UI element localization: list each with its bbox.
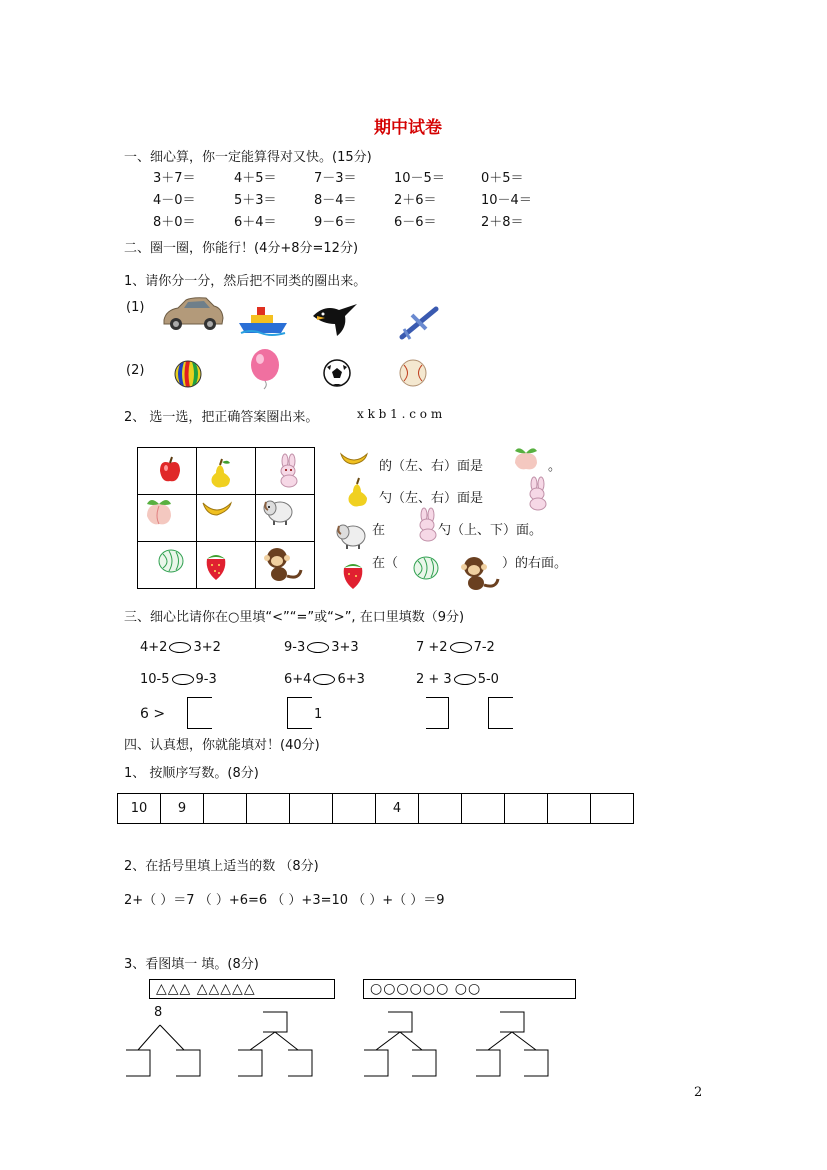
comparison-left: 10-5: [140, 672, 170, 687]
section3-heading: 三、细心比请你在○里填“<”“=”或“>”, 在口里填数（9分): [124, 610, 465, 625]
section4-q2: 2、在括号里填上适当的数 （8分): [124, 859, 319, 874]
comparison-left: 4+2: [140, 640, 168, 655]
section4-heading: 四、认真想，你就能填对！(40分): [124, 738, 320, 753]
row1-label: (1): [126, 300, 145, 315]
comparison-right: 3+3: [331, 640, 359, 655]
sequence-cell[interactable]: [290, 794, 333, 823]
comparison-left: 9-3: [284, 640, 306, 655]
sequence-cell[interactable]: [333, 794, 376, 823]
comparison: [140, 640, 221, 655]
soccer-ball-icon: [323, 359, 351, 387]
banana-icon: [339, 450, 369, 468]
watermark-text: x k b 1 . c o m: [357, 407, 443, 421]
equation: 0＋5＝: [481, 171, 524, 186]
triangle-box: △△△ △△△△△: [149, 979, 335, 999]
swallow-icon: [311, 302, 359, 338]
equation: 7－3＝: [314, 171, 357, 186]
sequence-cell: 10: [118, 794, 161, 823]
compare-oval[interactable]: [172, 674, 194, 685]
equation: 10－4＝: [481, 193, 532, 208]
compare-oval[interactable]: [169, 642, 191, 653]
equation: 9－6＝: [314, 215, 357, 230]
equation: 5＋3＝: [234, 193, 277, 208]
comparison: [416, 640, 495, 655]
peach-icon: [143, 496, 175, 528]
balloon-icon: [250, 349, 282, 389]
equation: 6＋4＝: [234, 215, 277, 230]
compare-1: 1: [314, 707, 323, 722]
monkey-icon: [460, 555, 500, 591]
equation: 6－6＝: [394, 215, 437, 230]
page-title: 期中试卷: [374, 118, 442, 138]
comparison-right: 5-0: [477, 672, 499, 687]
compare-oval[interactable]: [450, 642, 472, 653]
compare-6-gt: 6 >: [140, 706, 166, 722]
line1-text: 的（左、右）面是: [379, 459, 484, 474]
ship-icon: [237, 303, 289, 335]
peach-icon: [511, 445, 541, 471]
equation: 4＋5＝: [234, 171, 277, 186]
equation: 4－0＝: [153, 193, 196, 208]
sequence-cell[interactable]: [505, 794, 548, 823]
comparison: [284, 640, 359, 655]
watermelon-icon: [157, 548, 185, 574]
sequence-cell: 9: [161, 794, 204, 823]
comparison-right: 7-2: [473, 640, 495, 655]
section2-q2: 2、 选一选，把正确答案圈出来。: [124, 410, 319, 425]
sheep-icon: [335, 518, 367, 552]
sequence-cell: 4: [376, 794, 419, 823]
sequence-cell[interactable]: [247, 794, 290, 823]
comparison: [416, 672, 499, 687]
comparison-right: 3+2: [193, 640, 221, 655]
equation: 10－5＝: [394, 171, 445, 186]
monkey-icon: [263, 546, 303, 582]
compare-oval[interactable]: [307, 642, 329, 653]
equation: 8＋0＝: [153, 215, 196, 230]
sheep-icon: [262, 494, 294, 526]
equation: 8－4＝: [314, 193, 357, 208]
compare-oval[interactable]: [454, 674, 476, 685]
answer-box[interactable]: [187, 697, 212, 729]
number-sequence-row: [117, 793, 634, 824]
comparison-right: 9-3: [195, 672, 217, 687]
line3-text: 在: [372, 523, 386, 538]
sequence-cell[interactable]: [419, 794, 462, 823]
comparison: [140, 672, 217, 687]
line1-end: 。: [548, 459, 562, 474]
airplane-icon: [398, 305, 440, 341]
line3-end: 勺（上、下）面。: [438, 523, 543, 538]
fill-brackets-line: 2+（ ）＝7 （ ）+6=6 （ ）+3=10 （ ）+（ ）＝9: [124, 893, 445, 908]
line4-text: 在（: [372, 556, 399, 571]
pear-icon: [345, 478, 369, 508]
section4-q3: 3、看图填一 填。(8分): [124, 957, 259, 972]
striped-ball-icon: [174, 360, 202, 388]
answer-box[interactable]: [287, 697, 312, 729]
number-split-trees: [120, 1010, 600, 1080]
equation: 3＋7＝: [153, 171, 196, 186]
equation: 2＋8＝: [481, 215, 524, 230]
equation: 2＋6＝: [394, 193, 437, 208]
pear-icon: [206, 459, 234, 489]
section2-q1: 1、请你分一分，然后把不同类的圈出来。: [124, 274, 367, 289]
split-top-number: 8: [154, 1005, 163, 1020]
apple-icon: [158, 457, 182, 483]
answer-box[interactable]: [488, 697, 513, 729]
rabbit-icon: [524, 478, 552, 510]
compare-oval[interactable]: [313, 674, 335, 685]
comparison-left: 6+4: [284, 672, 312, 687]
section4-q1: 1、 按顺序写数。(8分): [124, 766, 259, 781]
rabbit-icon: [276, 455, 300, 487]
strawberry-icon: [340, 558, 366, 590]
sequence-cell[interactable]: [462, 794, 505, 823]
line2-text: 勺（左、右）面是: [379, 491, 484, 506]
section2-heading: 二、圈一圈，你能行！(4分+8分=12分): [124, 241, 359, 256]
comparison-left: 2 + 3: [416, 672, 452, 687]
comparison-right: 6+3: [337, 672, 365, 687]
page-number: 2: [694, 1085, 703, 1100]
answer-box[interactable]: [426, 697, 449, 729]
car-icon: [162, 294, 224, 334]
sequence-cell[interactable]: [548, 794, 591, 823]
line4-end: ）的右面。: [502, 556, 568, 571]
section1-heading: 一、细心算，你一定能算得对又快。(15分): [124, 150, 372, 165]
sequence-cell[interactable]: [591, 794, 633, 823]
strawberry-icon: [203, 549, 229, 581]
sequence-cell[interactable]: [204, 794, 247, 823]
baseball-icon: [399, 359, 427, 387]
watermelon-icon: [412, 555, 440, 581]
comparison-left: 7 +2: [416, 640, 448, 655]
comparison: [284, 672, 365, 687]
row2-label: (2): [126, 363, 145, 378]
banana-icon: [201, 499, 233, 519]
circle-box: ○○○○○○ ○○: [363, 979, 576, 999]
